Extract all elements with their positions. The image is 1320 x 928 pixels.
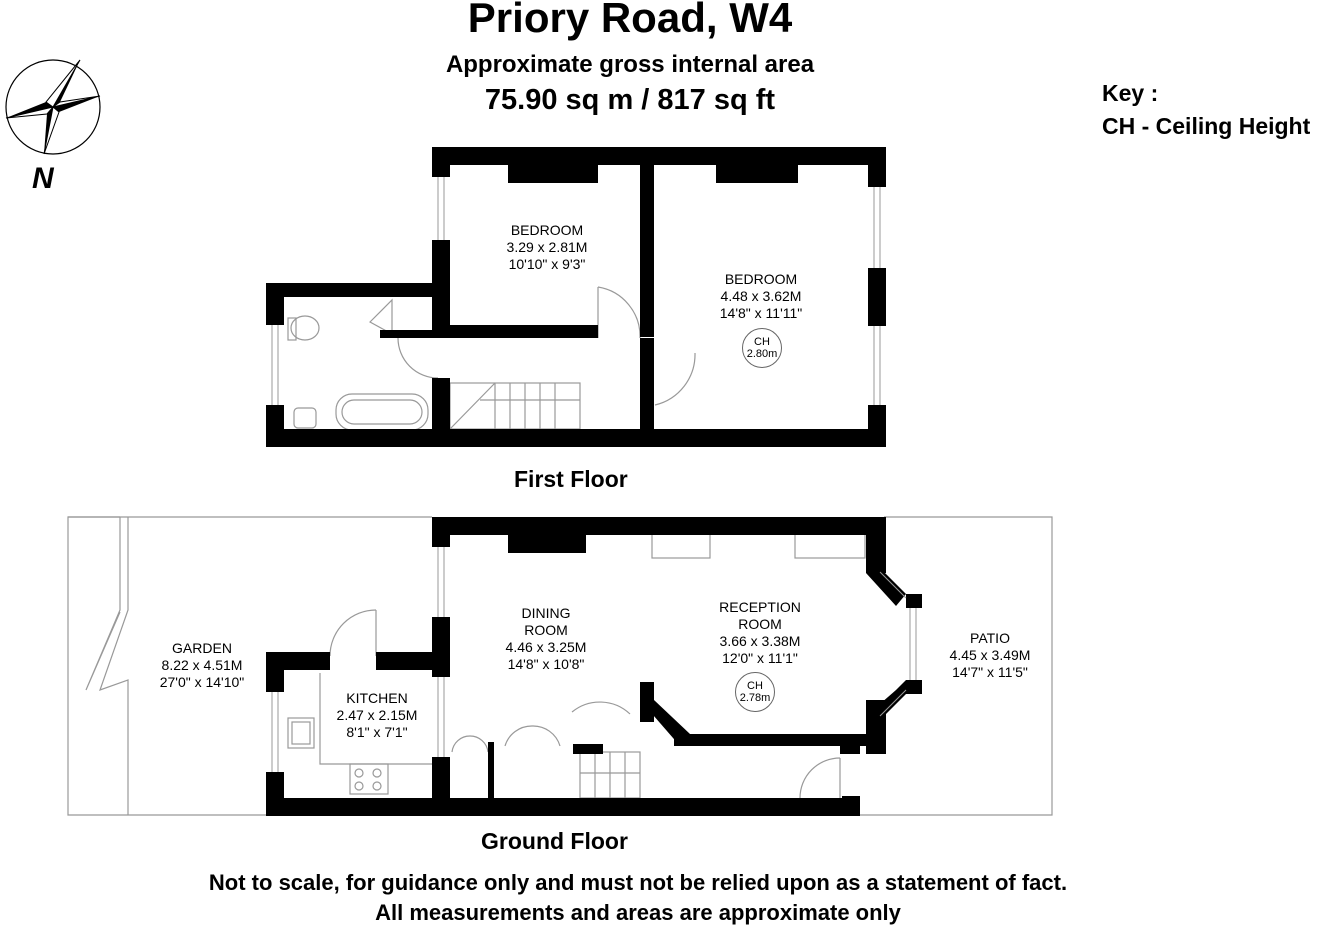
- plan-title: Priory Road, W4: [467, 0, 793, 41]
- ground-floor-label: Ground Floor: [481, 828, 628, 854]
- room-metric: 3.66 x 3.38M: [719, 633, 801, 649]
- gross-area: 75.90 sq m / 817 sq ft: [484, 84, 776, 116]
- key-entry: CH - Ceiling Height: [1102, 113, 1311, 139]
- room-name: BEDROOM: [724, 271, 798, 287]
- room-name-line2: ROOM: [738, 616, 782, 632]
- reception-room-label: [700, 599, 820, 667]
- plan-subtitle: Approximate gross internal area: [445, 51, 815, 78]
- room-name-line2: ROOM: [524, 622, 568, 638]
- room-name: GARDEN: [172, 640, 232, 656]
- garden-label: [146, 640, 258, 691]
- ceiling-value: 2.80m: [746, 348, 778, 360]
- room-imperial: 10'10" x 9'3": [508, 256, 586, 272]
- first-floor-label: First Floor: [514, 466, 628, 492]
- ceiling-height-first-floor: [742, 328, 782, 368]
- dining-room-label: [486, 605, 606, 673]
- room-metric: 4.46 x 3.25M: [505, 639, 587, 655]
- room-imperial: 8'1" x 7'1": [346, 724, 408, 740]
- room-name-line1: RECEPTION: [719, 599, 801, 615]
- room-imperial: 14'8" x 10'8": [507, 656, 585, 672]
- ceiling-value: 2.78m: [739, 692, 771, 704]
- bedroom-2-label: [696, 271, 826, 322]
- disclaimer-line-2: All measurements and areas are approximate only: [375, 900, 901, 925]
- patio-label: [934, 630, 1046, 681]
- room-imperial: 14'8" x 11'11": [719, 305, 803, 321]
- room-metric: 3.29 x 2.81M: [506, 239, 588, 255]
- room-metric: 8.22 x 4.51M: [161, 657, 243, 673]
- room-imperial: 12'0" x 11'1": [722, 650, 798, 666]
- kitchen-label: [322, 690, 432, 741]
- room-name: BEDROOM: [510, 222, 584, 238]
- ceiling-height-ground-floor: [735, 672, 775, 712]
- room-metric: 2.47 x 2.15M: [336, 707, 418, 723]
- room-imperial: 14'7" x 11'5": [952, 664, 1028, 680]
- room-name: KITCHEN: [346, 690, 408, 706]
- compass-north-label: N: [32, 162, 54, 195]
- room-name: PATIO: [970, 630, 1010, 646]
- disclaimer-line-1: Not to scale, for guidance only and must not be relied upon as a statement of fact.: [208, 870, 1068, 895]
- ceiling-label: CH: [754, 336, 770, 348]
- bedroom-1-label: [484, 222, 610, 273]
- room-imperial: 27'0" x 14'10": [159, 674, 245, 690]
- key-title: Key :: [1102, 80, 1159, 106]
- ceiling-label: CH: [747, 680, 763, 692]
- room-metric: 4.48 x 3.62M: [720, 288, 802, 304]
- room-metric: 4.45 x 3.49M: [949, 647, 1031, 663]
- room-name-line1: DINING: [521, 605, 571, 621]
